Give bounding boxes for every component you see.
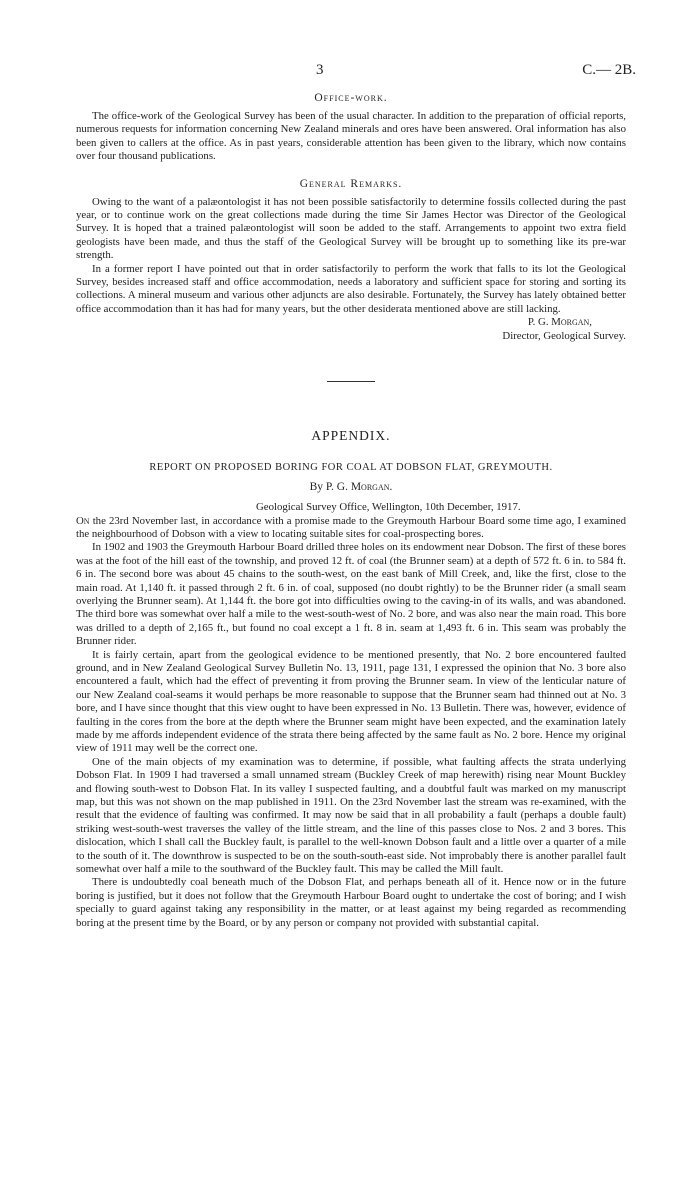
appendix-paragraph-2: In 1902 and 1903 the Greymouth Harbour Board drilled three holes on its endowment near Dobson. The first of these bores was at the foot of the hill east of the township, and proved 12 ft. of coal (the Brunner seam) at a depth of 572 ft. 6 in. to 584 ft. 6 in. The second bore was about 45 chains to the south-west, on the east bank of Mill Creek, and, like the first, close to the main road. At 1,140 ft. it passed through 2 ft. 6 in. of coal, supposed (no doubt rightly) to be the Brunner rider (a small seam overlying the Brunner seam). At 1,144 ft. the bore got into difficulties owing to the caving-in of its walls, and was abandoned. The third bore was somewhat over half a mile to the west-south-west of No. 2 bore, and was also near the main road. This bore was drilled to a depth of 2,165 ft., but found no coal except a 1 ft. 8 in. seam at 1,493 ft. 6 in. This seam was probably the Brunner rider. <box>76 541 626 648</box>
page-number: 3 <box>316 62 324 78</box>
page-header <box>76 62 636 84</box>
signatory-title: Director, Geological Survey. <box>502 329 626 342</box>
by-prefix: By <box>309 481 324 494</box>
series-reference: C.— 2B. <box>582 62 636 78</box>
appendix-paragraph-5: There is undoubtedly coal beneath much of the Dobson Flat, and perhaps beneath all of it. Hence now or in the future boring is justified, but it does not follow that the Greymouth Harbour Board ought to undertake the cost of boring; and I wish specially to guard against taking any responsibility in the matter, or at least against my being regarded as recommending boring at the present time by the Board, or by any person or company not provided with substantial capital. <box>76 876 626 929</box>
general-remarks-paragraph-1: Owing to the want of a palæontologist it has not been possible satisfactorily to determine fossils collected during the past year, or to continue work on the great collections made during the time Sir James Hector was Director of the Geological Survey. It is hoped that a trained palæontologist will soon be added to the staff. Arrangements to appoint two extra field geologists have been made, and thus the staff of the Geological Survey will be brought up to something like its pre-war strength. <box>76 195 626 262</box>
appendix-paragraph-1 <box>76 515 626 542</box>
appendix-paragraph-3: It is fairly certain, apart from the geological evidence to be mentioned presently, that No. 2 bore encountered faulted ground, and in New Zealand Geological Survey Bulletin No. 13, 1911, page 131, I expressed the opinion that No. 3 bore also encountered a fault, which had the effect of preventing it from proving the Brunner seam. In view of the lenticular nature of our New Zealand coal-seams it would perhaps be more reasonable to suppose that the Brunner seam had thinned out at No. 3 bore, and I have since thought that this view ought to have been expressed in No. 13 Bulletin. There was, however, evidence of faulting in the cores from the bore at the depth where the Brunner seam might have been expected, and the examination lately made by me affords independent evidence of the strata there being affected by the same fault as No. 2 bore. Hence my original view of 1911 may well be the correct one. <box>76 648 626 755</box>
opening-word: On <box>76 514 90 527</box>
signatory-name: P. G. Morgan, <box>527 316 592 329</box>
document-page <box>76 62 636 930</box>
dateline: Geological Survey Office, Wellington, 10th December, 1917. <box>256 501 521 514</box>
report-title: REPORT ON PROPOSED BORING FOR COAL AT DOBSON FLAT, GREYMOUTH. <box>149 462 553 474</box>
signature-block <box>76 316 626 343</box>
section-divider <box>327 381 375 382</box>
appendix-title: APPENDIX. <box>311 428 391 444</box>
appendix-paragraph-4: One of the main objects of my examination was to determine, if possible, what faulting affects the strata underlying Dobson Flat. In 1909 I had traversed a small unnamed stream (Buckley Creek of map herewith) rising near Mount Buckley and flowing south-west to Dobson Flat. In its valley I suspected faulting, and a doubtful fault was marked on my manuscript map, but this was not shown on the map published in 1911. On the 23rd November last the stream was re-examined, with the result that the evidence of faulting was confirmed. It may now be said that in all probability a fault (perhaps a double fault) striking west-south-west traverses the valley of the little stream, and the line of this passes close to Nos. 2 and 3 bores. This dislocation, which I shall call the Buckley fault, is parallel to the well-known Dobson fault and a little over a quarter of a mile to the south of it. The downthrow is suspected to be on the south-south-east side. Not improbably there is another parallel fault somewhat over half a mile to the southward of the Buckley fault. This may be called the Mill fault. <box>76 755 626 876</box>
appendix-paragraph-1-text: the 23rd November last, in accordance with a promise made to the Greymouth Harbour Board some time ago, I examined the neighbourhood of Dobson with a view to locating suitable sites for coal-prospecting bores. <box>76 514 626 540</box>
author-line <box>76 481 626 493</box>
general-remarks-heading: General Remarks. <box>299 177 403 190</box>
general-remarks-paragraph-2: In a former report I have pointed out that in order satisfactorily to perform the work that falls to its lot the Geological Survey, besides increased staff and office accommodation, needs a laboratory and sufficient space for storing and sorting its collections. A mineral museum and various other adjuncts are also desirable. Fortunately, the Survey has lately obtained better office accommodation than it has had for many years, but the other desiderata mentioned above are still lacking. <box>76 262 626 315</box>
author-name: P. G. Morgan. <box>325 481 393 494</box>
office-work-heading: Office-work. <box>314 92 388 104</box>
office-work-paragraph: The office-work of the Geological Survey has been of the usual character. In addition to the preparation of official reports, numerous requests for information concerning New Zealand minerals and ores have been answered. Oral information has also been given to callers at the office. As in past years, considerable attention has been given to the library, which now contains over four thousand publications. <box>76 110 626 163</box>
